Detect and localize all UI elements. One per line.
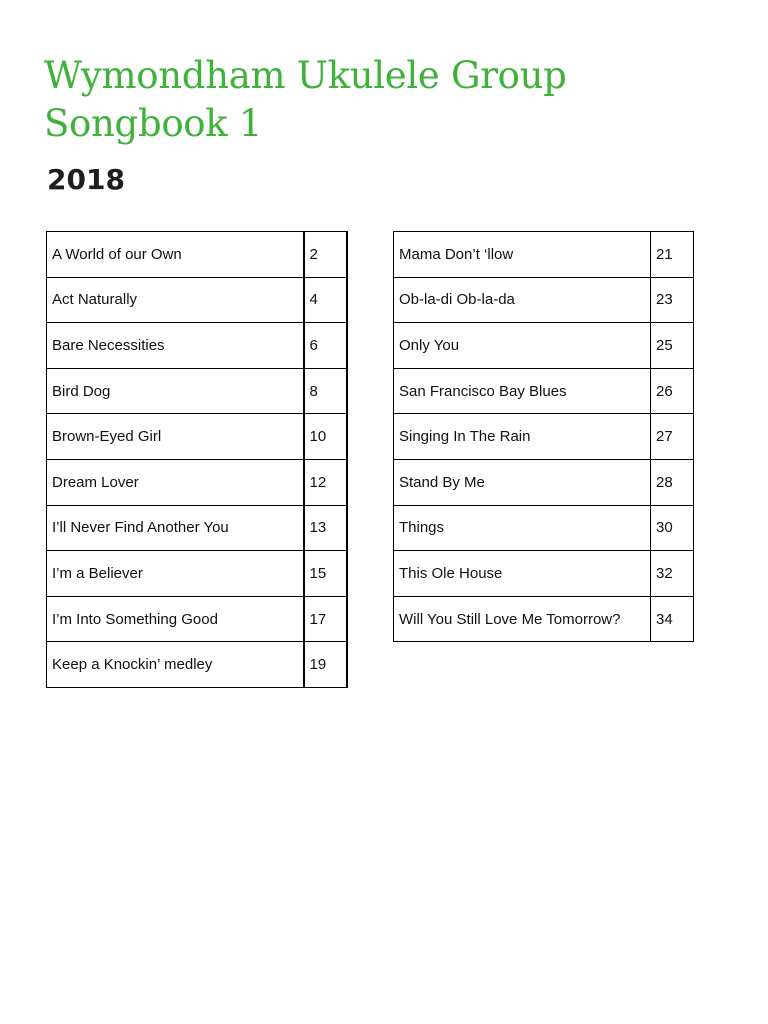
song-page-number: 6	[304, 323, 347, 369]
song-title: I’m a Believer	[47, 551, 304, 597]
title-line-2: Songbook 1	[44, 102, 263, 145]
song-title: Brown-Eyed Girl	[47, 414, 304, 460]
song-page-number: 15	[304, 551, 347, 597]
song-page-number: 32	[651, 551, 694, 597]
song-title: Bare Necessities	[47, 323, 304, 369]
song-title: Stand By Me	[394, 459, 651, 505]
song-row	[47, 642, 347, 688]
song-page-number: 25	[651, 323, 694, 369]
song-title: Bird Dog	[47, 368, 304, 414]
song-page-number: 4	[304, 277, 347, 323]
song-row	[394, 277, 694, 323]
song-page-number: 26	[651, 368, 694, 414]
song-index-left	[46, 231, 348, 688]
song-row	[47, 368, 347, 414]
song-title: San Francisco Bay Blues	[394, 368, 651, 414]
song-index-right	[393, 231, 694, 642]
song-page-number: 27	[651, 414, 694, 460]
song-title: Keep a Knockin’ medley	[47, 642, 304, 688]
year-heading: 2018	[47, 163, 125, 196]
song-title: A World of our Own	[47, 232, 304, 278]
song-page-number: 2	[304, 232, 347, 278]
song-title: Will You Still Love Me Tomorrow?	[394, 596, 651, 642]
song-page-number: 21	[651, 232, 694, 278]
page-title	[44, 52, 567, 148]
song-page-number: 19	[304, 642, 347, 688]
song-title: Only You	[394, 323, 651, 369]
song-title: Things	[394, 505, 651, 551]
song-page-number: 34	[651, 596, 694, 642]
song-row	[47, 414, 347, 460]
song-page-number: 23	[651, 277, 694, 323]
song-row	[47, 459, 347, 505]
song-page-number: 28	[651, 459, 694, 505]
song-row	[394, 232, 694, 278]
song-page-number: 13	[304, 505, 347, 551]
song-row	[47, 505, 347, 551]
song-row	[394, 368, 694, 414]
song-row	[394, 323, 694, 369]
title-line-1: Wymondham Ukulele Group	[44, 54, 567, 97]
song-title: I’ll Never Find Another You	[47, 505, 304, 551]
song-page-number: 10	[304, 414, 347, 460]
song-title: Mama Don’t ‘llow	[394, 232, 651, 278]
song-title: Singing In The Rain	[394, 414, 651, 460]
song-row	[47, 232, 347, 278]
song-row	[394, 414, 694, 460]
song-row	[394, 551, 694, 597]
song-title: Act Naturally	[47, 277, 304, 323]
song-row	[47, 277, 347, 323]
song-row	[394, 596, 694, 642]
song-page-number: 8	[304, 368, 347, 414]
song-page-number: 30	[651, 505, 694, 551]
song-title: Dream Lover	[47, 459, 304, 505]
song-row	[394, 459, 694, 505]
song-title: Ob-la-di Ob-la-da	[394, 277, 651, 323]
song-title: This Ole House	[394, 551, 651, 597]
song-row	[47, 596, 347, 642]
song-row	[394, 505, 694, 551]
song-row	[47, 323, 347, 369]
song-page-number: 12	[304, 459, 347, 505]
song-row	[47, 551, 347, 597]
song-title: I’m Into Something Good	[47, 596, 304, 642]
song-page-number: 17	[304, 596, 347, 642]
